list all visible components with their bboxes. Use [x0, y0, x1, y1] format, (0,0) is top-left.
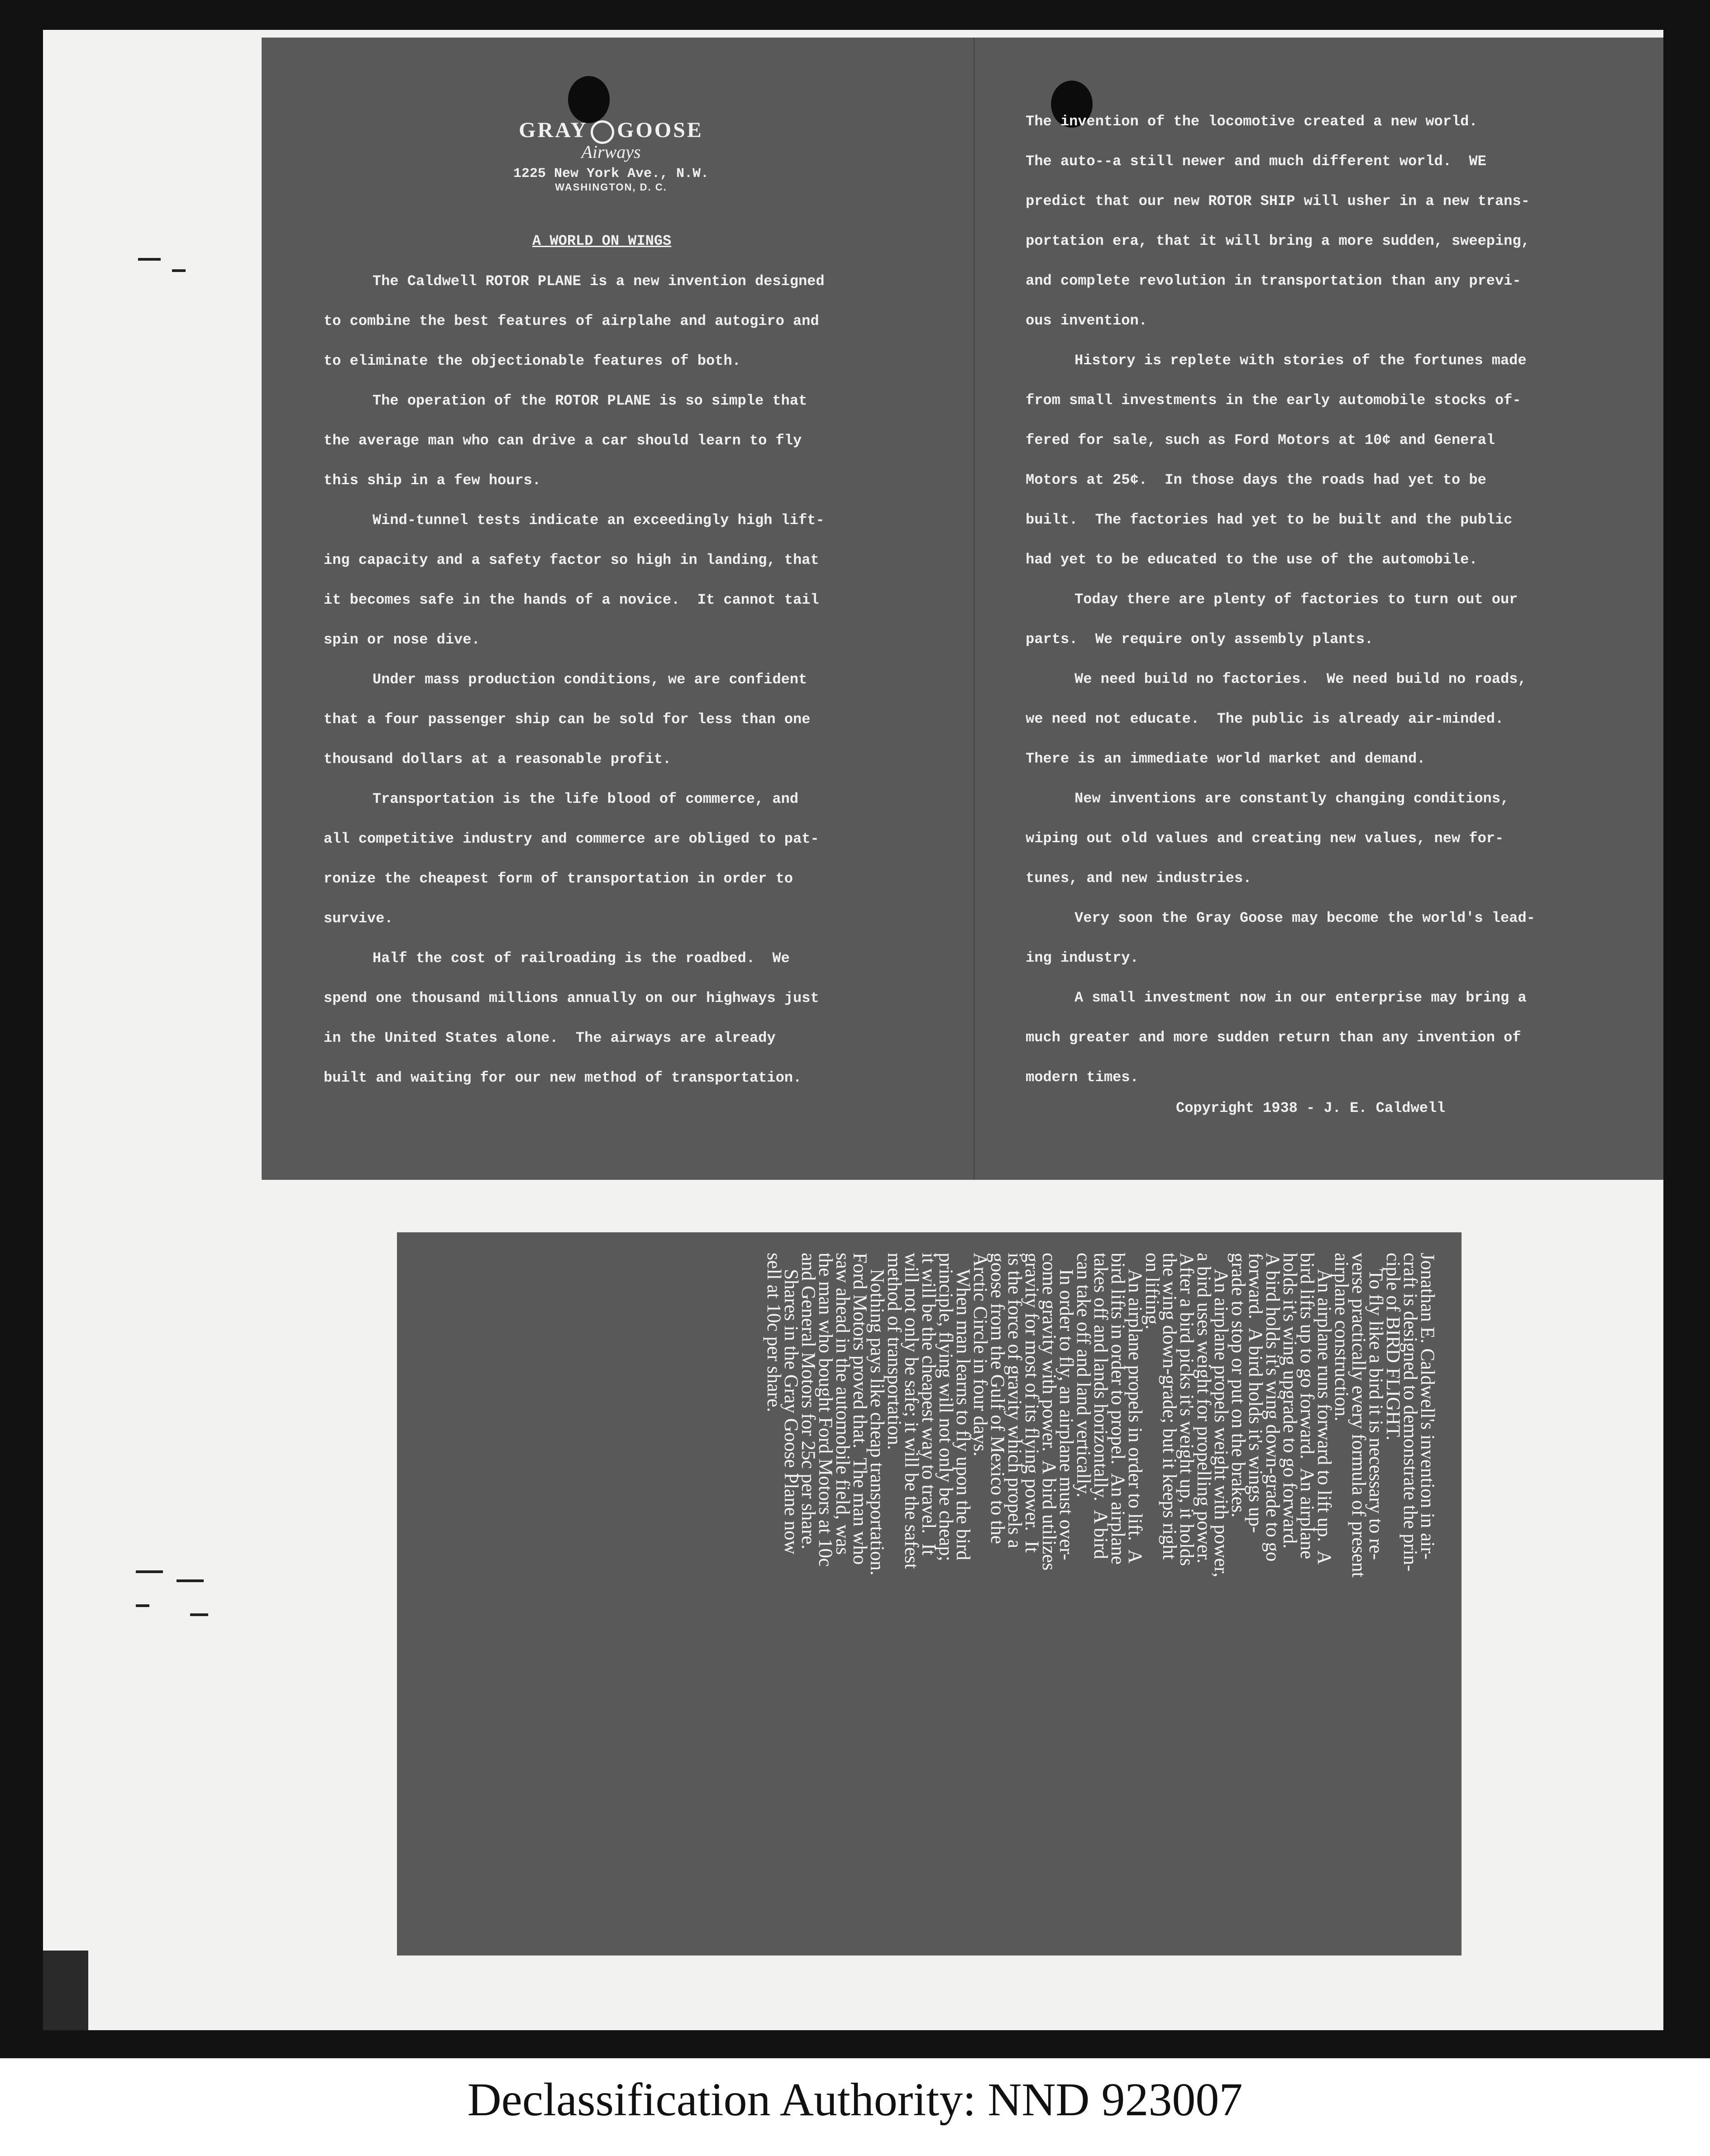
clipping-text-area — [397, 1232, 1462, 1956]
clipping-line: takes off and lands horizontally. A bird — [1090, 1253, 1111, 1560]
text-line: to combine the best features of airplahe and autogiro and — [324, 313, 819, 329]
clipping-line: Arctic Circle in four days. — [970, 1253, 991, 1457]
clipping-line: ciple of BIRD FLIGHT. — [1382, 1253, 1404, 1441]
clipping-line: A bird holds it's wing down-grade to go — [1262, 1253, 1283, 1562]
margin-mark — [136, 1570, 163, 1573]
text-line: we need not educate. The public is already air-minded. — [1026, 711, 1504, 727]
text-line: fered for sale, such as Ford Motors at 10¢ and General — [1026, 432, 1495, 448]
text-line: this ship in a few hours. — [324, 472, 541, 489]
text-line: portation era, that it will bring a more sudden, sweeping, — [1026, 233, 1530, 249]
clipping-line: method of transportation. — [884, 1253, 905, 1450]
copyright-line: Copyright 1938 - J. E. Caldwell — [1176, 1100, 1446, 1116]
text-line: We need build no factories. We need build no roads, — [1075, 671, 1527, 687]
text-line: Half the cost of railroading is the roadbed. We — [373, 950, 790, 967]
clipping-line: principle, flying will not only be cheap; — [935, 1253, 956, 1561]
clipping-line: gravity for most of its flying power. It — [1021, 1253, 1042, 1553]
text-line: had yet to be educated to the use of the automobile. — [1026, 551, 1478, 568]
clipping-line: craft is designed to demonstrate the prin- — [1400, 1253, 1421, 1572]
document-title: A WORLD ON WINGS — [532, 233, 672, 249]
clipping-line: goose from the Gulf of Mexico to the — [987, 1253, 1008, 1544]
clipping-line: An airplane runs forward to lift up. A — [1314, 1269, 1335, 1565]
text-line: A small investment now in our enterprise may bring a — [1075, 989, 1527, 1006]
clipping-line: bird lifts in order to propel. An airplane — [1107, 1253, 1128, 1565]
text-line: The Caldwell ROTOR PLANE is a new invention designed — [373, 273, 825, 290]
clipping-line: To fly like a bird it is necessary to re- — [1365, 1269, 1386, 1560]
goose-logo-icon — [591, 120, 614, 144]
clipping-line: Shares in the Gray Goose Plane now — [780, 1269, 802, 1555]
text-line: ronize the cheapest form of transportation in order to — [324, 870, 793, 887]
text-line: built. The factories had yet to be built and the public — [1026, 511, 1513, 528]
text-line: History is replete with stories of the fortunes made — [1075, 352, 1527, 369]
punch-hole-left — [568, 76, 610, 123]
text-line: and complete revolution in transportation than any previ- — [1026, 272, 1521, 289]
letterhead-city: WASHINGTON, D. C. — [555, 181, 667, 193]
clipping-line: is the force of gravity which propels a — [1004, 1253, 1025, 1549]
text-line: from small investments in the early automobile stocks of- — [1026, 392, 1521, 409]
text-line: spin or nose dive. — [324, 631, 480, 648]
margin-mark — [136, 1604, 149, 1607]
text-line: thousand dollars at a reasonable profit. — [324, 751, 672, 768]
clipping-line: airplane construction. — [1331, 1253, 1352, 1421]
clipping-line: it will be the cheapest way to travel. It — [918, 1253, 939, 1555]
margin-mark — [190, 1613, 208, 1616]
left-column-text — [324, 262, 825, 1098]
brand-script: Airways — [581, 141, 641, 162]
text-line: it becomes safe in the hands of a novice. It cannot tail — [324, 591, 819, 608]
text-line: The operation of the ROTOR PLANE is so simple that — [373, 392, 807, 409]
clipping-line: Ford Motors proved that. The man who — [849, 1253, 870, 1565]
clipping-line: on lifting. — [1142, 1253, 1163, 1330]
text-line: ous invention. — [1026, 312, 1147, 329]
text-line: Very soon the Gray Goose may become the world's lead- — [1075, 910, 1535, 926]
text-line: New inventions are constantly changing conditions, — [1075, 790, 1509, 807]
text-line: built and waiting for our new method of transportation. — [324, 1069, 802, 1086]
text-line: all competitive industry and commerce are obliged to pat- — [324, 830, 819, 847]
text-line: in the United States alone. The airways are already — [324, 1030, 776, 1046]
clipping-line: can take off and land vertically. — [1073, 1253, 1094, 1498]
clipping-line: forward. A bird holds it's wings up- — [1245, 1253, 1266, 1533]
declassification-caption: Declassification Authority: NND 923007 — [467, 2074, 1243, 2126]
clipping-line: Nothing pays like cheap transportation. — [866, 1269, 888, 1576]
text-line: The invention of the locomotive created a new world. — [1026, 113, 1478, 130]
text-line: Under mass production conditions, we are confident — [373, 671, 807, 688]
text-line: Wind-tunnel tests indicate an exceedingly high lift- — [373, 512, 825, 529]
text-line: Transportation is the life blood of commerce, and — [373, 791, 798, 807]
margin-mark — [172, 269, 186, 272]
clipping-line: the wing down-grade; but it keeps right — [1159, 1253, 1180, 1560]
right-column-text — [1026, 102, 1535, 1097]
text-line: survive. — [324, 910, 393, 927]
letterhead — [509, 118, 713, 193]
clipping-text-rotated — [765, 1253, 1436, 1932]
text-line: Motors at 25¢. In those days the roads had yet to be — [1026, 472, 1486, 488]
clipping-line: grade to stop or put on the brakes. — [1228, 1253, 1249, 1518]
text-line: much greater and more sudden return than any invention of — [1026, 1029, 1521, 1046]
text-line: the average man who can drive a car should learn to fly — [324, 432, 802, 449]
text-line: ing capacity and a safety factor so high in landing, that — [324, 552, 819, 568]
clipping-line: and General Motors for 25c per share. — [798, 1253, 819, 1550]
clipping-line: will not only be safe; it will be the safest — [901, 1253, 922, 1569]
clipping-line: An airplane propels weight with power, — [1210, 1269, 1232, 1578]
clipping-line: In order to fly, an airplane must over- — [1056, 1269, 1077, 1560]
clipping-line: the man who bought Ford Motors at 10c — [815, 1253, 836, 1567]
text-line: modern times. — [1026, 1069, 1139, 1086]
text-line: tunes, and new industries. — [1026, 870, 1252, 887]
clipping-line: An airplane propels in order to lift. A — [1124, 1269, 1146, 1564]
clipping-line: sell at 10c per share. — [763, 1253, 784, 1412]
text-line: that a four passenger ship can be sold for less than one — [324, 711, 811, 728]
text-line: parts. We require only assembly plants. — [1026, 631, 1374, 648]
brand-name — [509, 118, 713, 144]
clipping-line: saw ahead in the automobile field, was — [832, 1253, 853, 1555]
margin-mark — [138, 258, 161, 261]
text-line: The auto--a still newer and much different world. WE — [1026, 153, 1486, 170]
text-line: spend one thousand millions annually on our highways just — [324, 990, 819, 1006]
text-line: ing industry. — [1026, 949, 1139, 966]
brand-right: GOOSE — [617, 118, 703, 142]
margin-mark — [177, 1579, 204, 1582]
clipping-line: bird lifts up to go forward. An airplane — [1296, 1253, 1318, 1560]
text-line: predict that our new ROTOR SHIP will usher in a new trans- — [1026, 193, 1530, 210]
text-line: wiping out old values and creating new values, new for- — [1026, 830, 1504, 847]
clipping-line: a bird uses weight for propelling power. — [1193, 1253, 1214, 1564]
text-line: to eliminate the objectionable features of both. — [324, 353, 741, 369]
page-fold-line — [973, 38, 975, 1180]
clipping-line: holds it's wing upgrade to go forward. — [1279, 1253, 1300, 1549]
clipping-line: verse practically every formula of present — [1348, 1253, 1369, 1578]
text-line: Today there are plenty of factories to turn out our — [1075, 591, 1518, 608]
brand-left: GRAY — [519, 118, 588, 142]
clipping-line: Jonathan E. Caldwell's invention in air- — [1417, 1253, 1438, 1560]
paper-corner-shadow — [43, 1951, 88, 2030]
text-line: There is an immediate world market and demand. — [1026, 750, 1426, 767]
clipping-line: When man learns to fly upon the bird — [952, 1269, 974, 1560]
clipping-line: After a bird picks it's weight up, it holds — [1176, 1253, 1197, 1566]
letterhead-address: 1225 New York Ave., N.W. — [513, 166, 709, 181]
clipping-line: come gravity with power. A bird utilizes — [1038, 1253, 1060, 1571]
